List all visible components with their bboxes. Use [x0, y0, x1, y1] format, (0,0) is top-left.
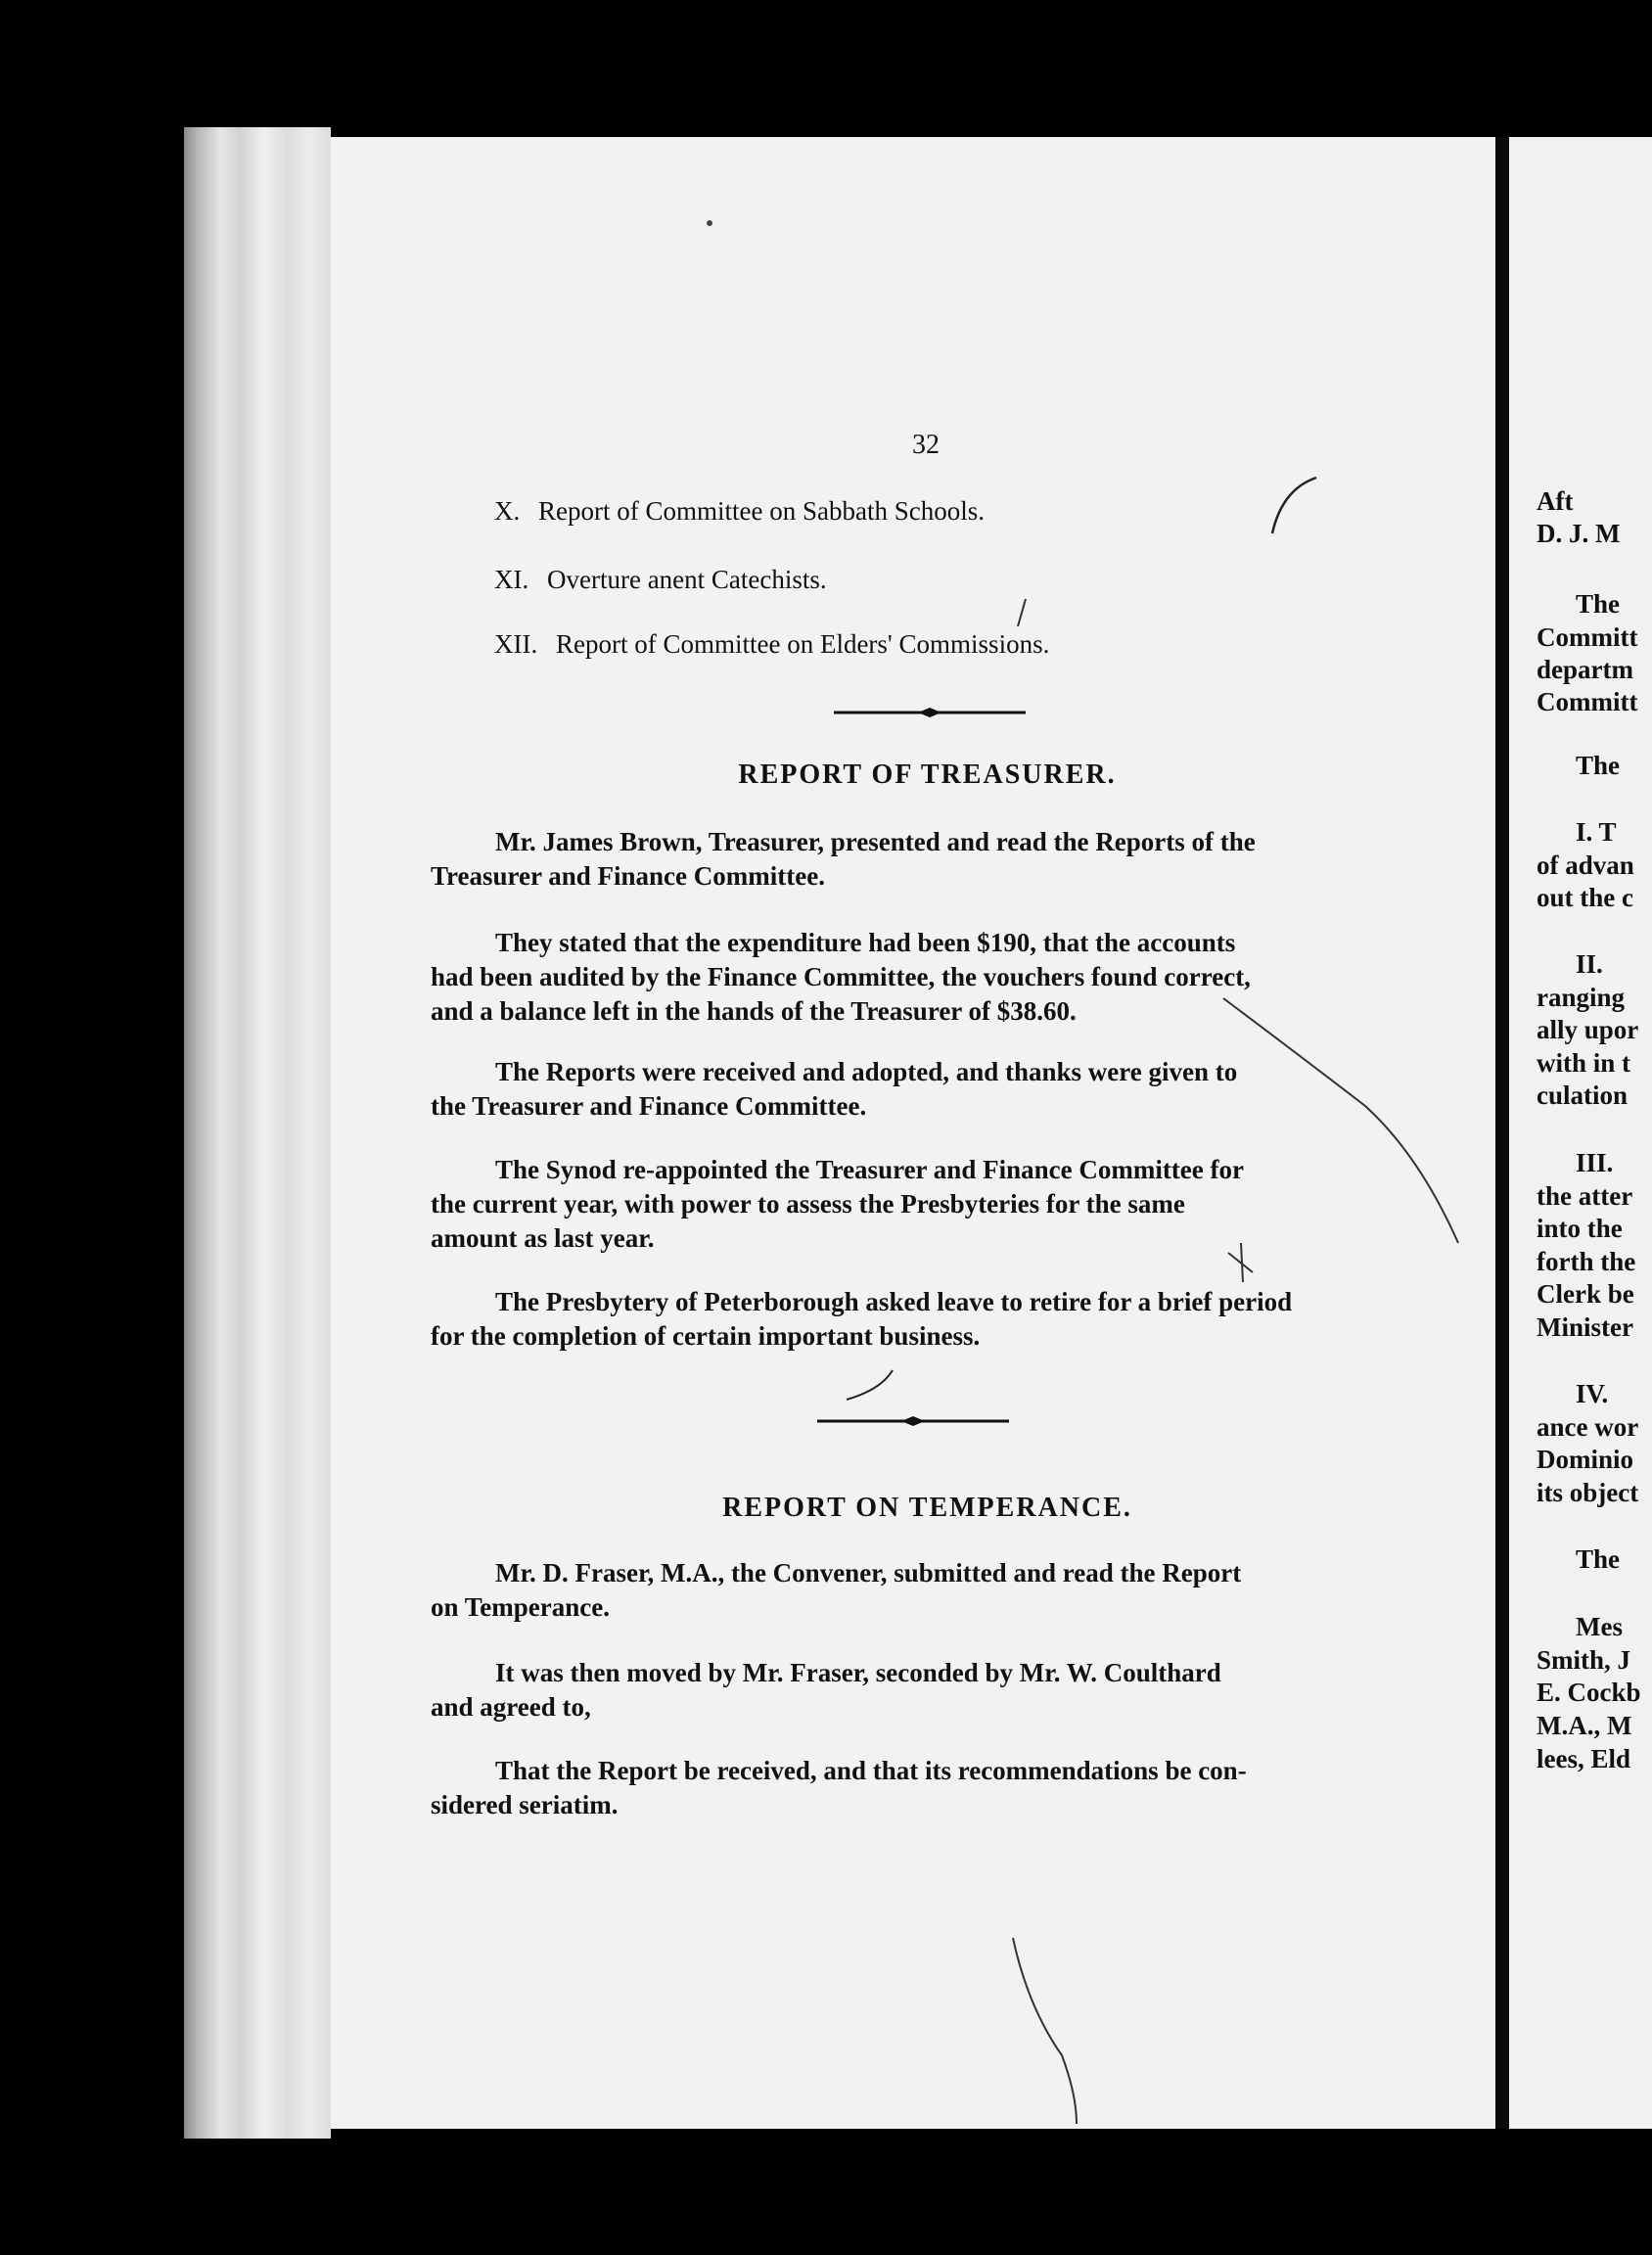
right-page-line: Committ	[1537, 687, 1638, 716]
agenda-item-text: Report of Committee on Sabbath Schools.	[538, 496, 985, 526]
text-line: That the Report be received, and that its recommendations be con-	[495, 1756, 1247, 1785]
page-number: 32	[912, 430, 940, 460]
right-page-line: E. Cockb	[1537, 1678, 1641, 1707]
right-page-line: with in t	[1537, 1048, 1631, 1078]
right-page-line: culation	[1537, 1081, 1629, 1110]
right-page-line: Minister	[1537, 1312, 1633, 1342]
right-page-line: III.	[1576, 1148, 1614, 1177]
agenda-item-number: X.	[494, 496, 521, 526]
text-line: had been audited by the Finance Committee, the vouchers found correct,	[431, 962, 1251, 991]
text-line: on Temperance.	[431, 1592, 611, 1622]
section-heading-temperance: REPORT ON TEMPERANCE.	[722, 1493, 1132, 1523]
right-page-line: into the	[1537, 1214, 1623, 1243]
text-line: Mr. James Brown, Treasurer, presented and read the Reports of the	[495, 827, 1256, 856]
right-page-line: I. T	[1576, 817, 1617, 847]
agenda-item-text: Report of Committee on Elders' Commissions.	[555, 629, 1050, 659]
right-page-line: IV.	[1576, 1379, 1609, 1408]
right-page-line: of advan	[1537, 851, 1634, 880]
text-line: the Treasurer and Finance Committee.	[431, 1091, 867, 1121]
right-page-line: II.	[1576, 949, 1603, 979]
right-page-line: Aft	[1537, 486, 1574, 516]
text-line: sidered seriatim.	[431, 1790, 619, 1819]
agenda-item-text: Overture anent Catechists.	[547, 565, 827, 594]
right-page-line: Dominio	[1537, 1445, 1634, 1474]
right-page-line: ranging	[1537, 983, 1626, 1012]
right-page-line: out the c	[1537, 883, 1633, 912]
right-page-line: The	[1576, 589, 1621, 619]
section-heading-treasurer: REPORT OF TREASURER.	[738, 759, 1117, 790]
right-page-line: the atter	[1537, 1181, 1633, 1211]
text-line: The Synod re-appointed the Treasurer and Finance Committee for	[495, 1155, 1244, 1184]
text-line: Mr. D. Fraser, M.A., the Convener, submitted and read the Report	[495, 1558, 1242, 1588]
text-line: the current year, with power to assess the Presbyteries for the same	[431, 1189, 1185, 1219]
right-page-line: Clerk be	[1537, 1279, 1634, 1309]
text-line: and a balance left in the hands of the Treasurer of $38.60.	[431, 996, 1077, 1026]
right-page-line: ally upor	[1537, 1015, 1639, 1044]
right-page-line: Committ	[1537, 622, 1638, 652]
text-line: The Reports were received and adopted, and thanks were given to	[495, 1057, 1238, 1086]
right-page-line: departm	[1537, 655, 1633, 684]
right-page-line: lees, Eld	[1537, 1744, 1631, 1773]
agenda-item-number: XII.	[494, 629, 538, 659]
text-line: and agreed to,	[431, 1692, 591, 1722]
right-page-line: M.A., M	[1537, 1711, 1632, 1740]
text-line: amount as last year.	[431, 1223, 655, 1253]
right-page-line: The	[1576, 1544, 1621, 1574]
text-line: for the completion of certain important business.	[431, 1321, 981, 1351]
right-page-line: D. J. M	[1537, 519, 1621, 548]
text-line: It was then moved by Mr. Fraser, seconded by Mr. W. Coulthard	[495, 1658, 1221, 1687]
text-line: The Presbytery of Peterborough asked leave to retire for a brief period	[495, 1287, 1293, 1316]
text-line: Treasurer and Finance Committee.	[431, 861, 825, 891]
right-page-line: The	[1576, 751, 1621, 780]
right-page-line: its object	[1537, 1478, 1639, 1507]
right-page-line: Mes	[1576, 1612, 1623, 1641]
right-page-line: ance wor	[1537, 1412, 1639, 1442]
agenda-item-number: XI.	[494, 565, 529, 594]
right-page-line: forth the	[1537, 1247, 1636, 1276]
right-page-line: Smith, J	[1537, 1645, 1631, 1675]
text-line: They stated that the expenditure had been $190, that the accounts	[495, 928, 1236, 957]
